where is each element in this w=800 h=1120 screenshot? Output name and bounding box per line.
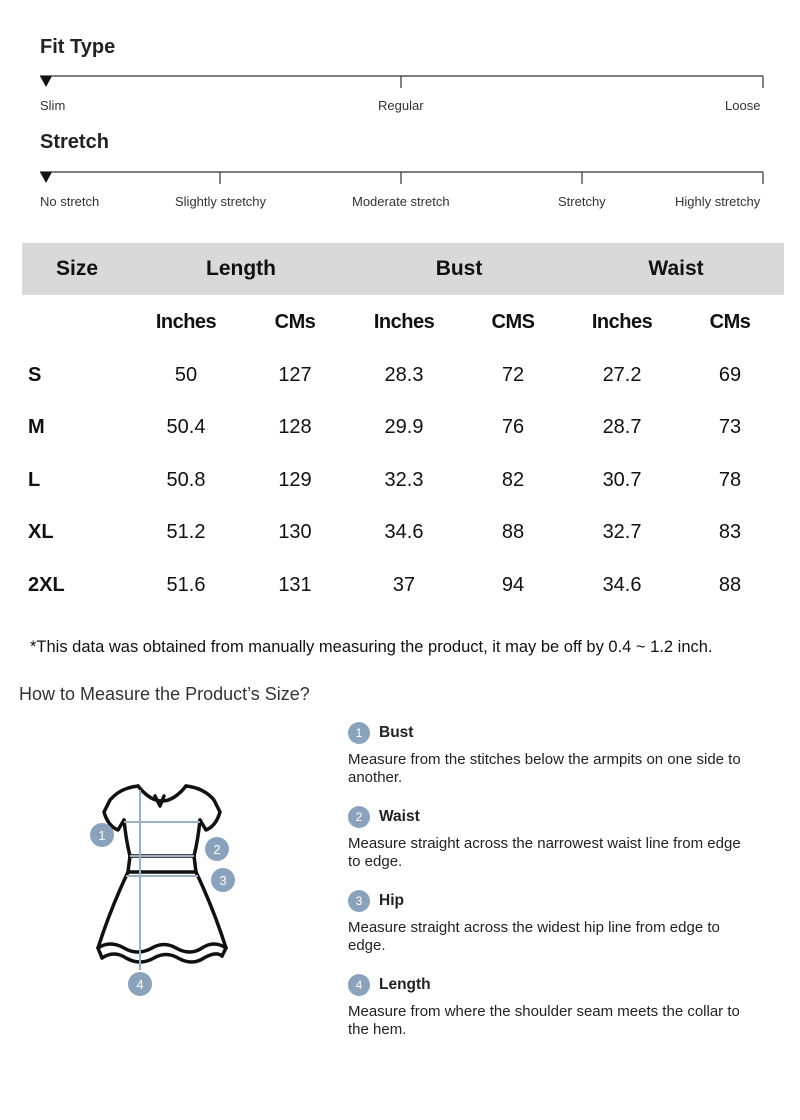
cell-bust-in: 34.6 — [384, 521, 424, 544]
table-row — [22, 402, 784, 455]
unit-waist-cm: CMs — [709, 310, 751, 333]
step-badge: 2 — [348, 806, 370, 828]
measurement-note: *This data was obtained from manually measuring the product, it may be off by 0.4 ~ 1.2 inch. — [30, 638, 713, 656]
fit-label-regular: Regular — [378, 98, 424, 113]
cell-size: S — [28, 363, 42, 386]
step-badge: 4 — [348, 974, 370, 996]
cell-waist-cm: 73 — [718, 416, 742, 439]
header-bust: Bust — [350, 243, 568, 295]
stretch-title: Stretch — [40, 131, 109, 153]
cell-waist-in: 32.7 — [602, 521, 642, 544]
diagram-badge-2: 2 — [213, 842, 221, 857]
unit-length-cm: CMs — [274, 310, 316, 333]
cell-size: L — [28, 468, 41, 491]
dress-outline-icon — [98, 786, 226, 962]
cell-waist-in: 30.7 — [602, 468, 642, 491]
cell-bust-cm: 88 — [501, 521, 525, 544]
cell-length-in: 51.2 — [166, 521, 206, 544]
cell-bust-cm: 76 — [501, 416, 525, 439]
step-desc: Measure straight across the narrowest waist line from edge to edge. — [348, 835, 741, 870]
header-length: Length — [132, 243, 350, 295]
cell-length-cm: 131 — [278, 573, 312, 596]
step-desc: Measure straight across the widest hip line from edge to edge. — [348, 919, 720, 954]
cell-length-cm: 129 — [278, 468, 312, 491]
diagram-badge-1: 1 — [98, 828, 106, 843]
cell-length-in: 50.4 — [166, 416, 206, 439]
diagram-badge-3: 3 — [219, 873, 227, 888]
unit-waist-in: Inches — [591, 310, 653, 333]
step-desc: Measure from where the shoulder seam meets the collar to the hem. — [348, 1003, 740, 1038]
cell-size: 2XL — [28, 573, 65, 596]
diagram-badge-4: 4 — [136, 977, 144, 992]
unit-length-in: Inches — [155, 310, 217, 333]
cell-bust-in: 29.9 — [384, 416, 424, 439]
stretch-label-slightly: Slightly stretchy — [175, 194, 267, 209]
stretch-label-stretchy: Stretchy — [558, 194, 606, 209]
unit-bust-in: Inches — [373, 310, 435, 333]
cell-bust-cm: 72 — [501, 363, 525, 386]
cell-length-cm: 127 — [278, 363, 312, 386]
cell-length-cm: 128 — [278, 416, 312, 439]
fit-label-loose: Loose — [725, 98, 761, 113]
cell-length-cm: 130 — [278, 521, 312, 544]
step-title: Hip — [379, 892, 404, 909]
dress-diagram — [80, 770, 250, 1000]
fit-type-marker — [40, 76, 52, 87]
unit-blank — [22, 295, 132, 349]
step-title: Length — [379, 976, 431, 993]
stretch-label-no: No stretch — [40, 194, 100, 209]
cell-waist-in: 28.7 — [602, 416, 642, 439]
cell-waist-cm: 83 — [718, 521, 742, 544]
cell-waist-in: 27.2 — [602, 363, 642, 386]
unit-bust-cm: CMS — [491, 310, 535, 333]
stretch-label-highly: Highly stretchy — [675, 194, 761, 209]
cell-waist-cm: 69 — [718, 363, 742, 386]
stretch-label-moderate: Moderate stretch — [352, 194, 450, 209]
step-desc: Measure from the stitches below the armpits on one side to another. — [348, 751, 741, 786]
cell-bust-in: 37 — [392, 573, 416, 596]
size-table — [22, 243, 784, 612]
cell-bust-cm: 82 — [501, 468, 525, 491]
step-title: Waist — [379, 808, 420, 825]
table-row — [22, 559, 784, 612]
cell-waist-cm: 88 — [718, 573, 742, 596]
step-title: Bust — [379, 724, 414, 741]
stretch-marker — [40, 172, 52, 183]
cell-length-in: 50.8 — [166, 468, 206, 491]
cell-bust-in: 28.3 — [384, 363, 424, 386]
cell-bust-cm: 94 — [501, 573, 525, 596]
measure-title: How to Measure the Product’s Size? — [19, 684, 310, 704]
step-badge: 1 — [348, 722, 370, 744]
table-row — [22, 454, 784, 507]
table-unit-row — [22, 295, 784, 349]
fit-type-title: Fit Type — [40, 36, 116, 58]
cell-waist-cm: 78 — [718, 468, 742, 491]
step-badge: 3 — [348, 890, 370, 912]
cell-size: M — [28, 416, 45, 439]
cell-size: XL — [28, 521, 54, 544]
cell-waist-in: 34.6 — [602, 573, 642, 596]
header-size: Size — [22, 243, 132, 295]
cell-length-in: 50 — [174, 363, 198, 386]
cell-length-in: 51.6 — [166, 573, 206, 596]
cell-bust-in: 32.3 — [384, 468, 424, 491]
table-row — [22, 349, 784, 402]
table-row — [22, 507, 784, 560]
table-header-row — [22, 243, 784, 295]
fit-label-slim: Slim — [40, 98, 66, 113]
header-waist: Waist — [568, 243, 784, 295]
